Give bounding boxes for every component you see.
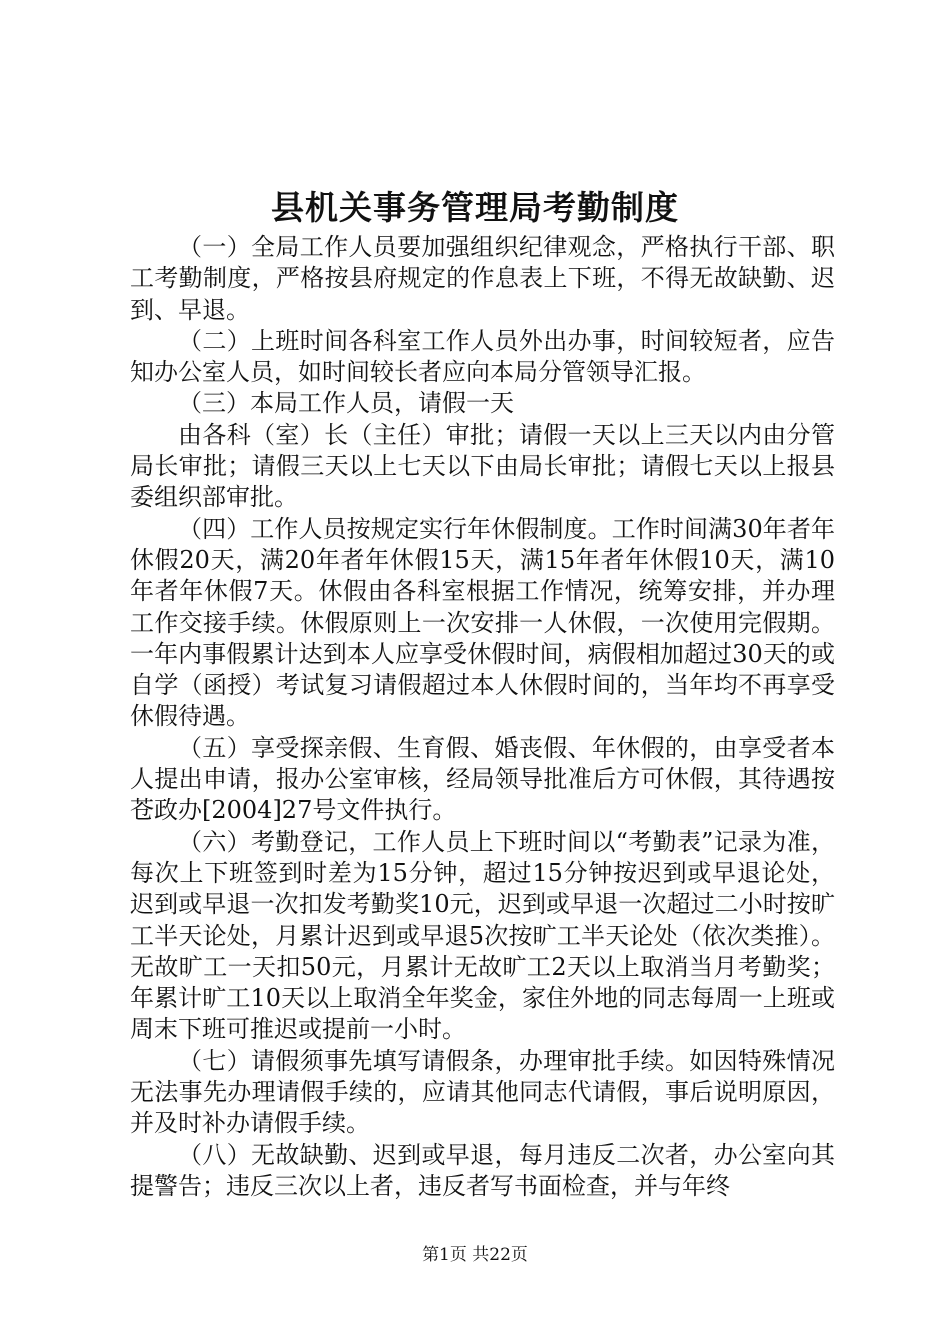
- paragraph-3: （三）本局工作人员，请假一天: [178, 389, 514, 418]
- paragraph-8: （七）请假须事先填写请假条，办理审批手续。如因特殊情况无法事先办理请假手续的，应请其他同志代请假，事后说明原因，并及时补办请假手续。: [130, 1046, 835, 1138]
- paragraph-5: （四）工作人员按规定实行年休假制度。工作时间满30年者年休假20天，满20年者年休假15天，满15年者年休假10天，满10年者年休假7天。休假由各科室根据工作情况，统筹安排，并办理工作交接手续。休假原则上一次安排一人休假，一次使用完假期。一年内事假累计达到本人应享受休假时间，病假相加超过30天的或自学（函授）考试复习请假超过本人休假时间的，当年均不再享受休假待遇。: [130, 514, 835, 731]
- document-body: [130, 232, 835, 1202]
- paragraph-6: （五）享受探亲假、生育假、婚丧假、年休假的，由享受者本人提出申请，报办公室审核，经局领导批准后方可休假，其待遇按苍政办[2004]27号文件执行。: [130, 733, 835, 825]
- paragraph-4: 由各科（室）长（主任）审批；请假一天以上三天以内由分管局长审批；请假三天以上七天以下由局长审批；请假七天以上报县委组织部审批。: [130, 420, 835, 512]
- paragraph-9: （八）无故缺勤、迟到或早退，每月违反二次者，办公室向其提警告；违反三次以上者，违反者写书面检查，并与年终: [130, 1140, 835, 1200]
- document-title: 县机关事务管理局考勤制度: [271, 188, 679, 227]
- paragraph-1: （一）全局工作人员要加强组织纪律观念，严格执行干部、职工考勤制度，严格按县府规定的作息表上下班，不得无故缺勤、迟到、早退。: [130, 233, 835, 324]
- page-number-footer: 第1页 共22页: [422, 1245, 528, 1265]
- paragraph-7: （六）考勤登记，工作人员上下班时间以“考勤表”记录为准，每次上下班签到时差为15分钟，超过15分钟按迟到或早退论处，迟到或早退一次扣发考勤奖10元，迟到或早退一次超过二小时按旷工半天论处，月累计迟到或早退5次按旷工半天论处（依次类推）。无故旷工一天扣50元，月累计无故旷工2天以上取消当月考勤奖；年累计旷工10天以上取消全年奖金，家住外地的同志每周一上班或周末下班可推迟或提前一小时。: [130, 827, 835, 1044]
- paragraph-2: （二）上班时间各科室工作人员外出办事，时间较短者，应告知办公室人员，如时间较长者应向本局分管领导汇报。: [130, 326, 835, 387]
